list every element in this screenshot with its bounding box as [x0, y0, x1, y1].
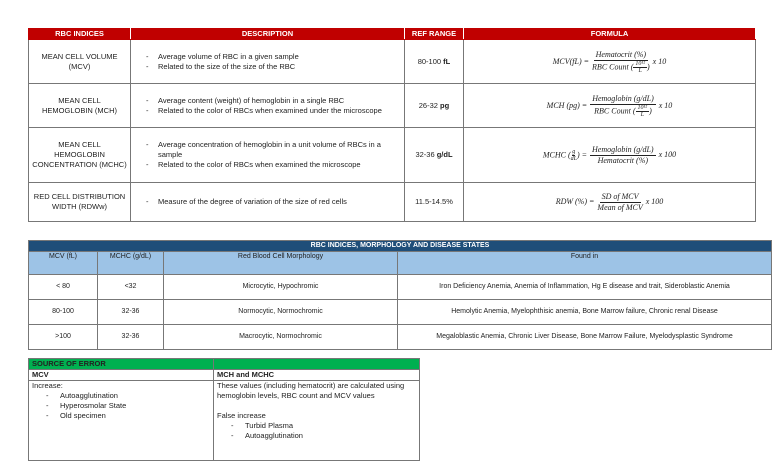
range-value: 80-100 — [417, 56, 442, 66]
false-increase-label: False increase — [217, 411, 266, 420]
range-unit: pg — [440, 100, 450, 110]
table-row — [29, 84, 756, 128]
sub-denominator: L — [640, 111, 644, 118]
formula-lhs: MCV(fL) = — [552, 56, 590, 66]
ref-range — [405, 183, 464, 222]
list-item: - Autoagglutination — [46, 391, 210, 401]
list-item: - Autoagglutination — [231, 431, 416, 441]
description — [131, 128, 405, 183]
cell: < 80 — [29, 275, 98, 300]
desc-item: - Related to the color of RBCs when examined under the microscope — [146, 106, 401, 116]
range-unit: fL — [443, 56, 451, 66]
empty-cell — [214, 359, 420, 370]
desc-item: - Average concentration of hemoglobin in a unit volume of RBCs in a sample — [146, 140, 401, 160]
formula-lhs: RDW (%) = — [555, 197, 595, 206]
list-item: - Turbid Plasma — [231, 421, 416, 431]
col-header: MCV — [29, 370, 214, 381]
ref-range — [405, 128, 464, 183]
sub-denominator: L — [638, 67, 642, 74]
paren: ) = — [576, 149, 588, 159]
formula-lhs: MCHC ( — [542, 149, 571, 159]
header-cell: REF RANGE — [405, 29, 464, 40]
table-title: RBC INDICES, MORPHOLOGY AND DISEASE STATES — [29, 241, 772, 252]
range-value: 26-32 — [418, 100, 438, 110]
rbc-indices-table — [28, 28, 756, 222]
cell: Macrocytic, Normochromic — [164, 325, 398, 350]
cell: Hemolytic Anemia, Myelophthisic anemia, Bone Marrow failure, Chronic renal Disease — [398, 300, 772, 325]
header-cell: Found in — [398, 252, 772, 275]
formula-multiplier: x 100 — [645, 197, 664, 206]
list-item: - Hyperosmolar State — [46, 401, 210, 411]
description — [131, 40, 405, 84]
ref-range — [405, 40, 464, 84]
cell: Iron Deficiency Anemia, Anemia of Inflammation, Hg E disease and trait, Sideroblastic Anemia — [398, 275, 772, 300]
table-row — [29, 128, 756, 183]
table-row — [29, 40, 756, 84]
table-row — [29, 183, 756, 222]
formula — [464, 84, 756, 128]
range-unit: g/dL — [436, 150, 453, 159]
source-of-error-table — [28, 358, 420, 461]
cell: <32 — [98, 275, 164, 300]
table-row — [29, 275, 772, 300]
calc-note: These values (including hematocrit) are calculated using hemoglobin levels, RBC count and MCV values — [217, 381, 405, 400]
description — [131, 84, 405, 128]
cell: >100 — [29, 325, 98, 350]
formula-denominator: Hematocrit (%) — [597, 155, 649, 165]
index-name: MEAN CELL VOLUME (MCV) — [29, 40, 131, 84]
cell: 80-100 — [29, 300, 98, 325]
formula-multiplier: x 10 — [652, 56, 667, 66]
col-header: MCH and MCHC — [214, 370, 420, 381]
formula-multiplier: x 10 — [658, 100, 673, 110]
ref-range — [405, 84, 464, 128]
sub-numerator: g — [572, 148, 576, 155]
table-row — [29, 300, 772, 325]
formula-multiplier: x 100 — [658, 150, 677, 159]
cell: 32-36 — [98, 300, 164, 325]
header-cell: MCHC (g/dL) — [98, 252, 164, 275]
desc-item: - Average volume of RBC in a given sample — [146, 52, 401, 62]
desc-item: - Related to the color of RBCs when examined the microscope — [146, 160, 401, 170]
table-title: SOURCE OF ERROR — [29, 359, 214, 370]
index-name: RED CELL DISTRIBUTION WIDTH (RDWw) — [29, 183, 131, 222]
formula-numerator: Hemoglobin (g/dL) — [592, 144, 654, 154]
header-cell: DESCRIPTION — [131, 29, 405, 40]
header-row — [29, 29, 756, 40]
sub-denominator: dL — [570, 155, 577, 162]
range-value: 32-36 — [415, 150, 435, 159]
formula-numerator: Hematocrit (%) — [595, 49, 647, 59]
cell: 32-36 — [98, 325, 164, 350]
index-name: MEAN CELL HEMOGLOBIN CONCENTRATION (MCHC) — [29, 128, 131, 183]
cell: Normocytic, Normochromic — [164, 300, 398, 325]
morphology-table — [28, 240, 772, 350]
sub-numerator: 10¹² — [637, 104, 648, 111]
desc-item: - Related to the size of the size of the RBC — [146, 62, 401, 72]
increase-label: Increase: — [32, 381, 63, 390]
formula-lhs: MCH (pg) = — [546, 100, 588, 110]
formula-denominator: RBC Count ( — [594, 105, 636, 115]
table-row — [29, 325, 772, 350]
header-cell: MCV (fL) — [29, 252, 98, 275]
formula — [464, 128, 756, 183]
desc-item: - Average content (weight) of hemoglobin in a single RBC — [146, 96, 401, 106]
mch-errors — [214, 381, 420, 461]
formula-denominator: Mean of MCV — [597, 202, 643, 212]
formula — [464, 183, 756, 222]
formula-numerator: Hemoglobin (g/dL) — [592, 93, 654, 103]
cell: Microcytic, Hypochromic — [164, 275, 398, 300]
description — [131, 183, 405, 222]
index-name: MEAN CELL HEMOGLOBIN (MCH) — [29, 84, 131, 128]
paren: ) — [647, 61, 650, 71]
desc-item: - Measure of the degree of variation of the size of red cells — [146, 197, 401, 207]
header-cell: Red Blood Cell Morphology — [164, 252, 398, 275]
cell: Megaloblastic Anemia, Chronic Liver Disease, Bone Marrow Failure, Myelodysplastic Syndrome — [398, 325, 772, 350]
list-item: - Old specimen — [46, 411, 210, 421]
sub-numerator: 10¹² — [635, 60, 645, 67]
formula-numerator: SD of MCV — [601, 191, 639, 201]
header-cell: RBC INDICES — [29, 29, 131, 40]
formula — [464, 40, 756, 84]
mcv-errors — [29, 381, 214, 461]
paren: ) — [649, 105, 652, 115]
formula-denominator: RBC Count ( — [592, 61, 634, 71]
range-value: 11.5-14.5% — [415, 197, 453, 206]
header-cell: FORMULA — [464, 29, 756, 40]
